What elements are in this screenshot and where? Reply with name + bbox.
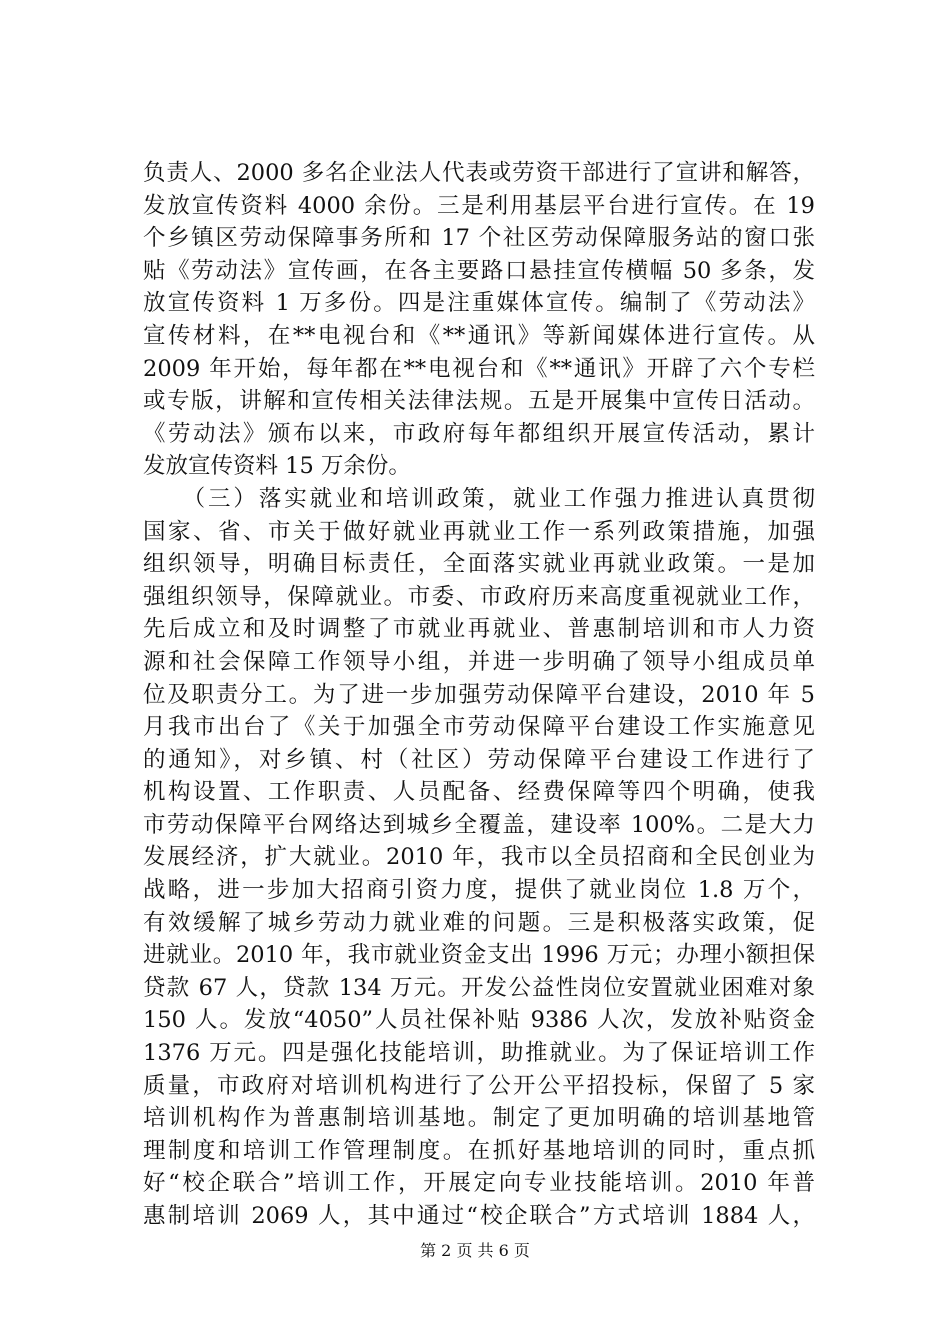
- text-line: 有效缓解了城乡劳动力就业难的问题。三是积极落实政策，促: [143, 909, 815, 936]
- text-line: （三）落实就业和培训政策，就业工作强力推进认真贯彻: [143, 485, 815, 512]
- text-line: 进就业。2010 年，我市就业资金支出 1996 万元；办理小额担保: [143, 942, 815, 969]
- text-line: 源和社会保障工作领导小组，并进一步明确了领导小组成员单: [143, 648, 815, 675]
- text-line: 的通知》，对乡镇、村（社区）劳动保障平台建设工作进行了: [143, 746, 815, 773]
- text-line: 质量，市政府对培训机构进行了公开公平招投标，保留了 5 家: [143, 1072, 815, 1099]
- text-line: 先后成立和及时调整了市就业再就业、普惠制培训和市人力资: [143, 616, 815, 643]
- text-line: 月我市出台了《关于加强全市劳动保障平台建设工作实施意见: [143, 714, 815, 741]
- text-line: 150 人。发放“4050”人员社保补贴 9386 人次，发放补贴资金: [143, 1007, 815, 1034]
- text-line: 发放宣传资料 15 万余份。: [143, 453, 411, 480]
- text-line: 2009 年开始，每年都在**电视台和《**通讯》开辟了六个专栏: [143, 355, 815, 382]
- page-footer: 第 2 页 共 6 页: [420, 1241, 530, 1260]
- text-line: 《劳动法》颁布以来，市政府每年都组织开展宣传活动，累计: [143, 420, 815, 447]
- text-line: 宣传材料，在**电视台和《**通讯》等新闻媒体进行宣传。从: [143, 322, 815, 349]
- text-line: 好“校企联合”培训工作，开展定向专业技能培训。2010 年普: [143, 1170, 815, 1197]
- text-line: 放宣传资料 1 万多份。四是注重媒体宣传。编制了《劳动法》: [143, 290, 815, 317]
- text-line: 国家、省、市关于做好就业再就业工作一系列政策措施，加强: [143, 518, 815, 545]
- text-line: 个乡镇区劳动保障事务所和 17 个社区劳动保障服务站的窗口张: [143, 225, 815, 252]
- text-line: 贷款 67 人，贷款 134 万元。开发公益性岗位安置就业困难对象: [143, 974, 815, 1001]
- text-line: 发展经济，扩大就业。2010 年，我市以全员招商和全民创业为: [143, 844, 815, 871]
- text-line: 负责人、2000 多名企业法人代表或劳资干部进行了宣讲和解答，: [143, 160, 815, 186]
- text-line: 或专版，讲解和宣传相关法律法规。五是开展集中宣传日活动。: [143, 388, 815, 415]
- text-line: 组织领导，明确目标责任，全面落实就业再就业政策。一是加: [143, 551, 815, 578]
- text-line: 位及职责分工。为了进一步加强劳动保障平台建设，2010 年 5: [143, 681, 815, 708]
- text-line: 理制度和培训工作管理制度。在抓好基地培训的同时，重点抓: [143, 1137, 815, 1164]
- text-line: 战略，进一步加大招商引资力度，提供了就业岗位 1.8 万个，: [143, 877, 815, 904]
- text-line: 机构设置、工作职责、人员配备、经费保障等四个明确，使我: [143, 779, 815, 806]
- text-line: 培训机构作为普惠制培训基地。制定了更加明确的培训基地管: [143, 1105, 815, 1132]
- text-line: 贴《劳动法》宣传画，在各主要路口悬挂宣传横幅 50 多条，发: [143, 257, 815, 284]
- text-line: 发放宣传资料 4000 余份。三是利用基层平台进行宣传。在 19: [143, 192, 815, 219]
- text-line: 强组织领导，保障就业。市委、市政府历来高度重视就业工作，: [143, 583, 815, 610]
- body-text: [143, 157, 815, 1233]
- text-line: 惠制培训 2069 人，其中通过“校企联合”方式培训 1884 人，: [143, 1203, 815, 1229]
- text-line: 市劳动保障平台网络达到城乡全覆盖，建设率 100%。二是大力: [143, 811, 815, 838]
- text-line: 1376 万元。四是强化技能培训，助推就业。为了保证培训工作: [143, 1040, 815, 1067]
